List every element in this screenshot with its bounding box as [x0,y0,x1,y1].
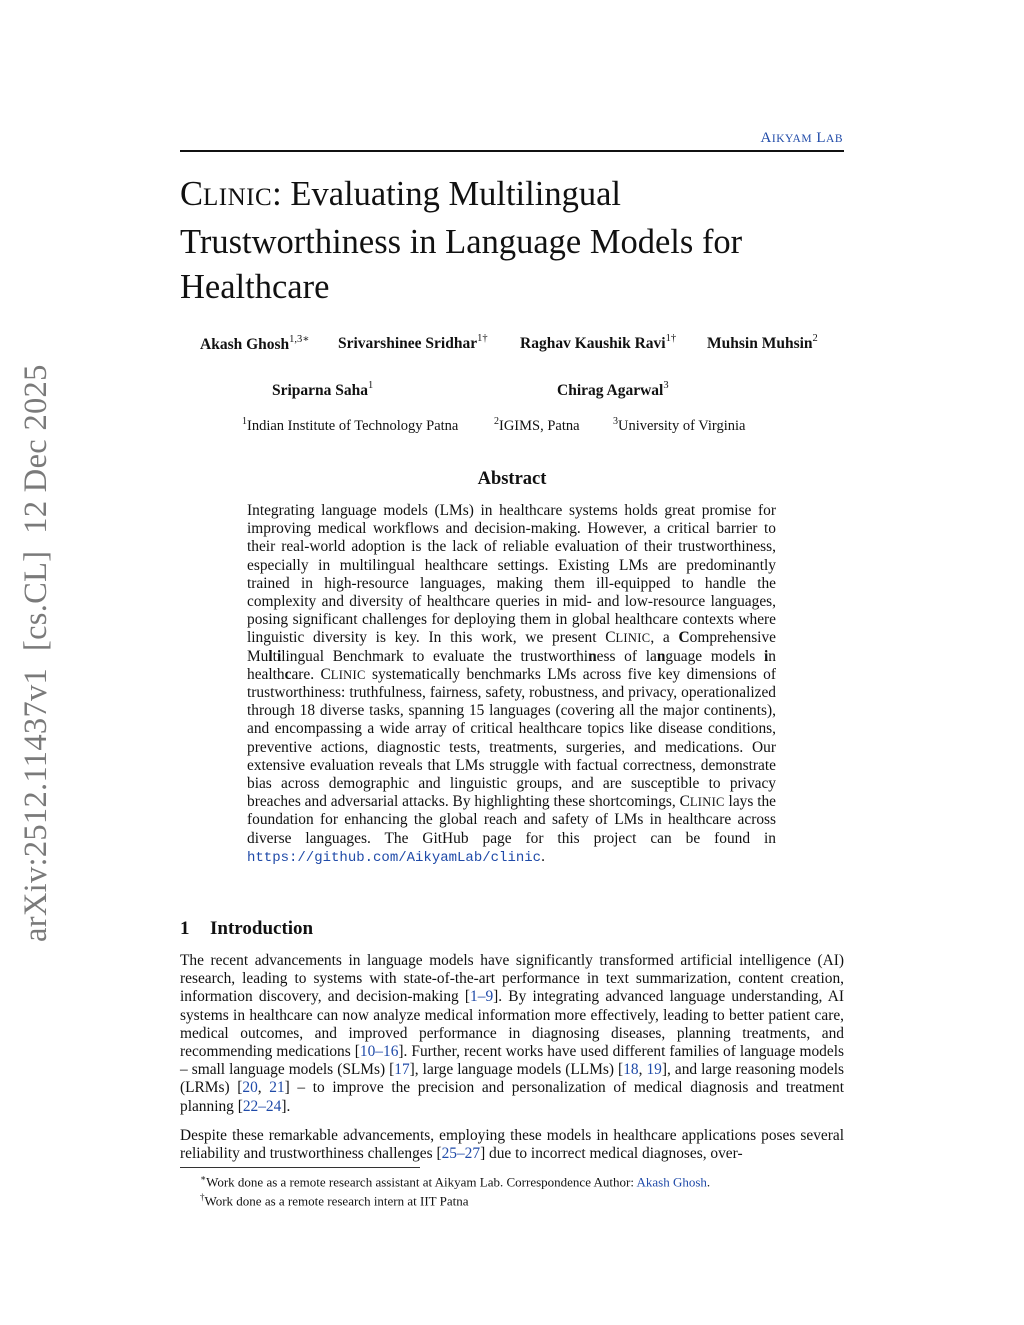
footnote: ∗Work done as a remote research assistant at Aikyam Lab. Correspondence Author: Akash Ghosh. [200,1173,711,1190]
section-heading: 1 Introduction [180,918,314,939]
title-smallcaps: LINIC [203,184,273,211]
author: Raghav Kaushik Ravi$^{1\dagger}$ [520,333,677,353]
citation-link[interactable]: 25–27 [441,1145,481,1163]
lab-header-cap: L [816,130,827,146]
lab-header-cap: A [760,130,772,146]
title-text: : Evaluating Multilingual Trustworthiness in Language Models for Healthcare [180,175,743,306]
citation-link[interactable]: 22–24 [242,1097,282,1115]
footnote-rule [180,1167,420,1168]
citation-link[interactable]: 18 [623,1061,639,1079]
abstract-heading: Abstract [477,469,547,489]
lab-header [761,130,843,147]
title-cap: C [180,175,204,213]
header-rule [180,150,844,152]
affiliation: $^1$Indian Institute of Technology Patna [242,416,459,434]
paper-title [180,172,844,310]
author: Srivarshinee Sridhar$^{1\dagger}$ [338,333,488,353]
lab-header-rest: AB [826,133,843,145]
abstract-body: Integrating language models (LMs) in healthcare systems holds great promise for improving medical workflows and decision-making. However, a critical barrier to their real-world adoption is the lack of reliable evaluation of their trustworthiness, especially in multilingual healthcare settings. Existing LMs are predominantly trained in high-resource languages, making them ill-equipped to handle the complexity and diversity of healthcare queries in mid- and low-resource languages, posing significant challenges for deploying them in global healthcare contexts where linguistic diversity is key. In this work, we present CLINIC, a Comprehensive Multilingual Benchmark to evaluate the trustworthiness of language models in healthcare. CLINIC systematically benchmarks LMs across five key dimensions of trustworthiness: truthfulness, fairness, safety, robustness, and privacy, operationalized through 18 diverse tasks, spanning 15 languages (covering all the major continents), and encompassing a wide array of critical healthcare topics like disease conditions, preventive actions, diagnostic tests, treatments, surgeries, and medications. Our extensive evaluation reveals that LMs struggle with factual correctness, demonstrate bias across demographic and linguistic groups, and are susceptible to privacy breaches and adversarial attacks. By highlighting these shortcomings, CLINIC lays the foundation for enhancing the global reach and safety of LMs in healthcare across diverse languages. The GitHub page for this project can be found in https://github.com/AikyamLab/clinic. [247,502,777,866]
affiliation: $^3$University of Virginia [613,416,746,434]
author-link[interactable]: Akash Ghosh [636,1174,707,1190]
citation-link[interactable]: 17 [394,1061,410,1079]
arxiv-identifier: arXiv:2512.11437v1 [cs.CL] 12 Dec 2025 [18,364,54,942]
intro-paragraph: Despite these remarkable advancements, employing these models in healthcare applications poses several reliability and trustworthiness challenges [25–27] due to incorrect medical diagnoses, over- [180,1127,844,1163]
citation-link[interactable]: 19 [646,1061,662,1079]
author: Muhsin Muhsin$^2$ [707,333,818,353]
citation-link[interactable]: 21 [269,1079,285,1097]
citation-link[interactable]: 1–9 [470,988,494,1006]
intro-paragraph: The recent advancements in language models have significantly transformed artificial intelligence (AI) research, leading to systems with state-of-the-art performance in text summarization, content creation, information discovery, and decision-making [1–9]. By integrating advanced language understanding, AI systems in healthcare can now analyze medical information more effectively, leading to better patient care, medical outcomes, and improved performance in diagnosing diseases, planning treatments, and recommending medications [10–16]. Further, recent works have used different families of language models – small language models (SLMs) [17], large language models (LLMs) [18, 19], and large reasoning models (LRMs) [20, 21] – to improve the precision and personalization of medical diagnosis and treatment planning [22–24]. [180,952,844,1115]
author: Sriparna Saha$^1$ [272,380,374,400]
citation-link[interactable]: 10–16 [359,1043,399,1061]
affiliation: $^2$IGIMS, Patna [494,416,580,434]
author: Chirag Agarwal$^3$ [557,380,669,400]
lab-header-rest: IKYAM [771,133,813,145]
github-link[interactable]: https://github.com/AikyamLab/clinic [247,849,542,866]
footnote: †Work done as a remote research intern at IIT Patna [200,1192,469,1209]
citation-link[interactable]: 20 [242,1079,258,1097]
author: Akash Ghosh$^{1,3∗}$ [200,334,310,354]
